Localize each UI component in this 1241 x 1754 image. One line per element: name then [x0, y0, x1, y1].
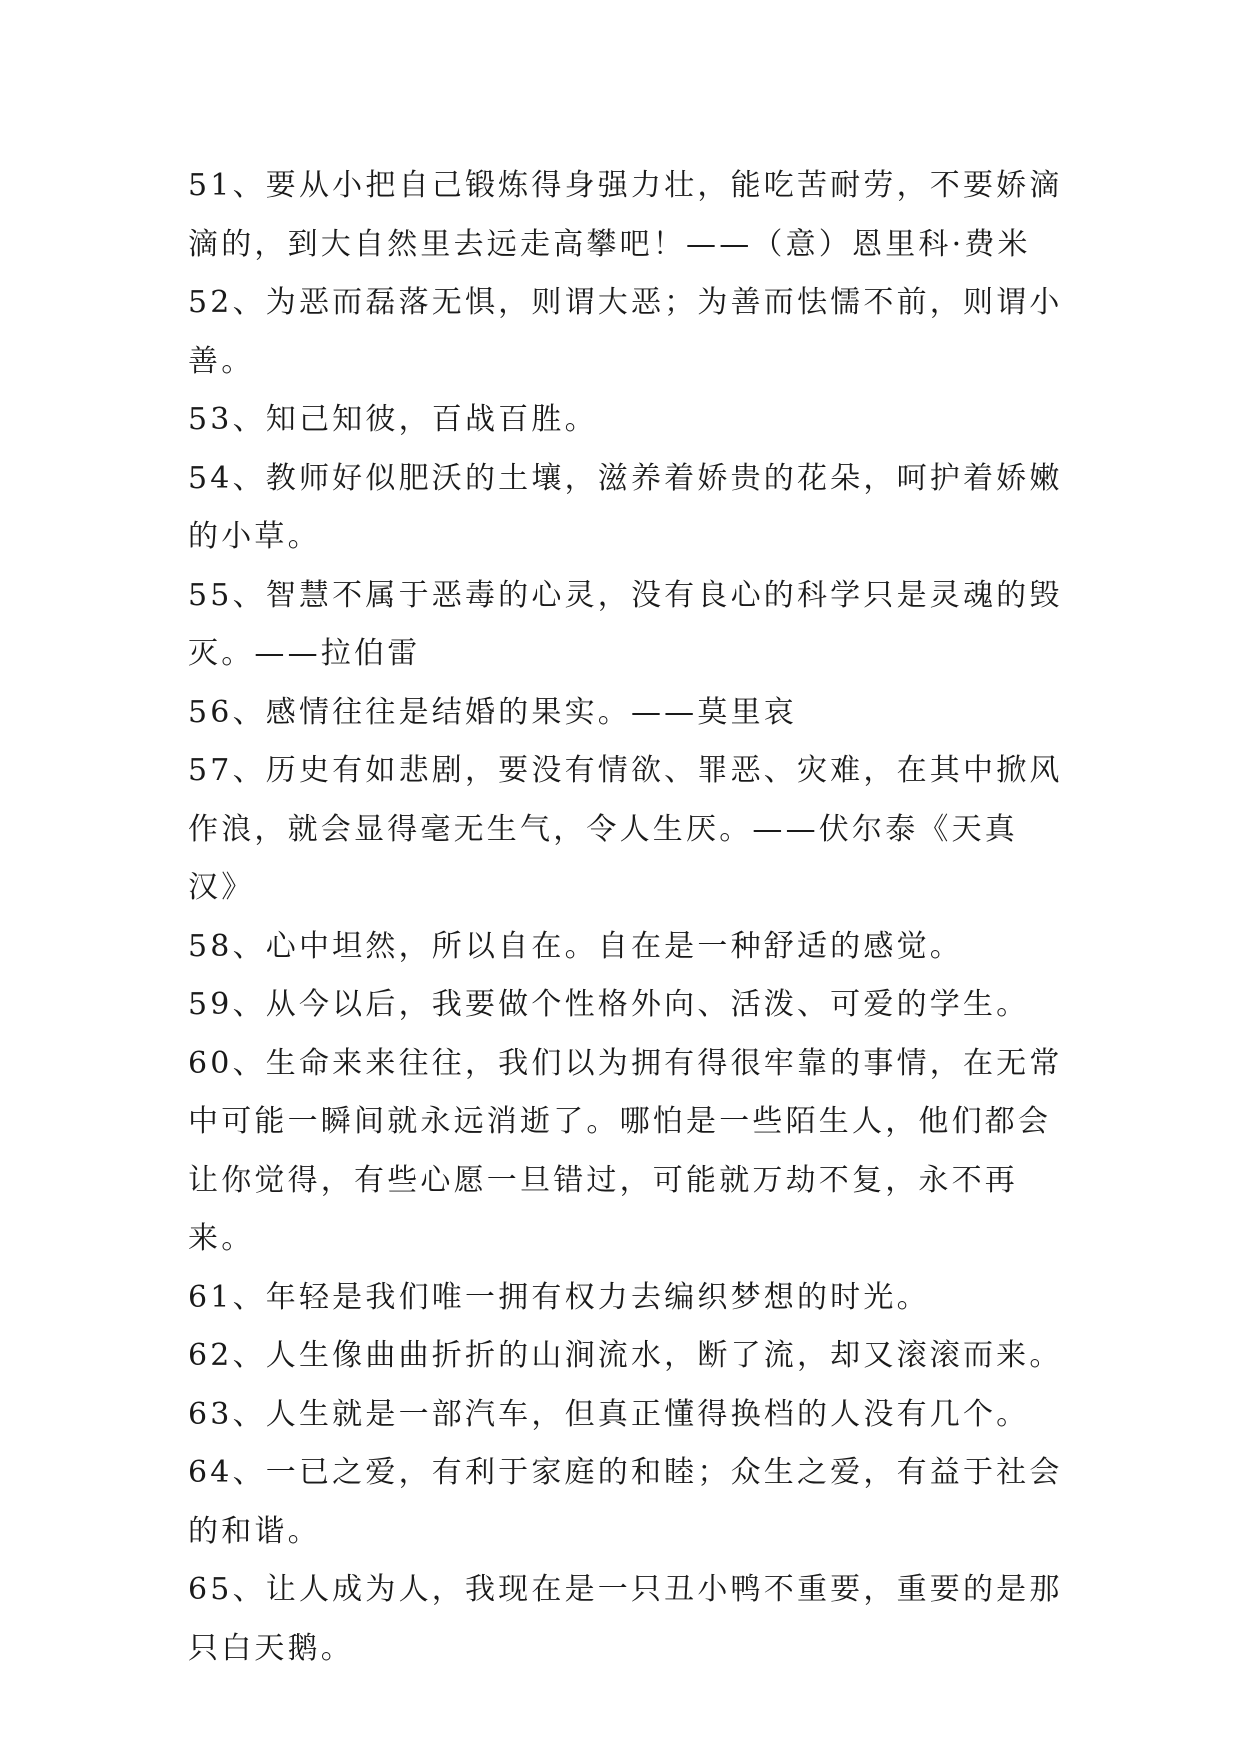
- quotes-list: [188, 157, 1068, 1678]
- text-line: 64、一已之爱，有利于家庭的和睦；众生之爱，有益于社会: [188, 1455, 1063, 1490]
- text-line: 51、要从小把自己锻炼得身强力壮，能吃苦耐劳，不要娇滴: [188, 168, 1063, 203]
- text-line: 善。: [188, 343, 255, 379]
- quote-51: [188, 157, 1068, 274]
- quote-55: [188, 567, 1068, 684]
- text-line: 滴的，到大自然里去远走高攀吧！——（意）恩里科·费米: [188, 226, 1031, 262]
- text-line: 60、生命来来往往，我们以为拥有得很牢靠的事情，在无常: [188, 1045, 1063, 1081]
- quote-52: [188, 274, 1068, 391]
- text-line: 59、从今以后，我要做个性格外向、活泼、可爱的学生。: [188, 987, 1030, 1022]
- text-line: 56、感情往往是结婚的果实。——莫里哀: [188, 694, 797, 730]
- quote-56: [188, 684, 1068, 743]
- text-line: 中可能一瞬间就永远消逝了。哪怕是一些陌生人，他们都会: [188, 1104, 1052, 1139]
- quote-61: [188, 1269, 1068, 1328]
- quote-65: [188, 1561, 1068, 1678]
- quote-60: [188, 1035, 1068, 1269]
- text-line: 只白天鹅。: [188, 1630, 354, 1666]
- text-line: 54、教师好似肥沃的土壤，滋养着娇贵的花朵，呵护着娇嫩: [188, 460, 1063, 496]
- quote-57: [188, 742, 1068, 918]
- quote-59: [188, 976, 1068, 1035]
- text-line: 55、智慧不属于恶毒的心灵，没有良心的科学只是灵魂的毁: [188, 577, 1063, 613]
- text-line: 57、历史有如悲剧，要没有情欲、罪恶、灾难，在其中掀风: [188, 753, 1063, 788]
- text-line: 灭。——拉伯雷: [188, 636, 421, 671]
- quote-58: [188, 918, 1068, 977]
- text-line: 58、心中坦然，所以自在。自在是一种舒适的感觉。: [188, 928, 963, 964]
- quote-64: [188, 1444, 1068, 1561]
- text-line: 65、让人成为人，我现在是一只丑小鸭不重要，重要的是那: [188, 1572, 1063, 1607]
- text-line: 63、人生就是一部汽车，但真正懂得换档的人没有几个。: [188, 1396, 1030, 1432]
- text-line: 53、知己知彼，百战百胜。: [188, 402, 598, 437]
- quote-62: [188, 1327, 1068, 1386]
- text-line: 61、年轻是我们唯一拥有权力去编织梦想的时光。: [188, 1279, 930, 1315]
- text-line: 让你觉得，有些心愿一旦错过，可能就万劫不复，永不再来。: [188, 1162, 1018, 1256]
- quote-63: [188, 1386, 1068, 1445]
- text-line: 的小草。: [188, 519, 321, 554]
- text-line: 52、为恶而磊落无惧，则谓大恶；为善而怯懦不前，则谓小: [188, 285, 1063, 320]
- quote-54: [188, 450, 1068, 567]
- quote-53: [188, 391, 1068, 450]
- text-line: 的和谐。: [188, 1513, 321, 1549]
- text-line: 作浪，就会显得毫无生气，令人生厌。——伏尔泰《天真汉》: [188, 811, 1018, 905]
- text-line: 62、人生像曲曲折折的山涧流水，断了流，却又滚滚而来。: [188, 1338, 1063, 1373]
